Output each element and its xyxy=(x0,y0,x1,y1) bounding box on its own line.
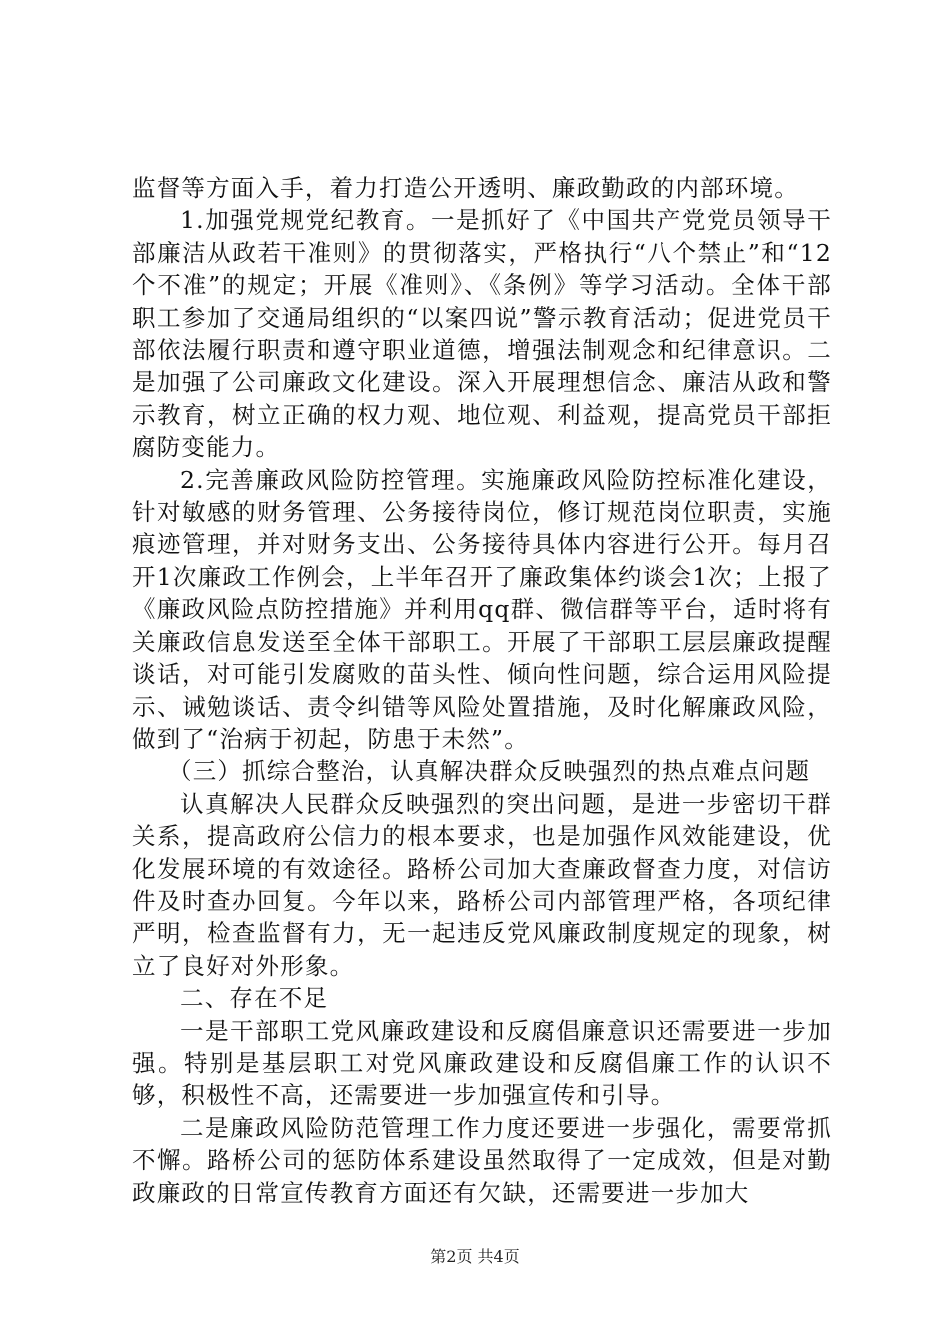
paragraph-party-discipline: 1.加强党规党纪教育。一是抓好了《中国共产党党员领导干部廉洁从政若干准则》的贯彻落实，严格执行“八个禁止”和“12个不准”的规定；开展《准则》、《条例》等学习活动。全体干部职工参加了交通局组织的“以案四说”警示教育活动；促进党员干部依法履行职责和遵守职业道德，增强法制观念和纪律意识。二是加强了公司廉政文化建设。深入开展理想信念、廉洁从政和警示教育，树立正确的权力观、地位观、利益观，提高党员干部拒腐防变能力。 xyxy=(132,206,832,462)
document-body xyxy=(132,172,832,1209)
paragraph-shortcoming-two: 二是廉政风险防范管理工作力度还要进一步强化，需要常抓不懈。路桥公司的惩防体系建设虽然取得了一定成效，但是对勤政廉政的日常宣传教育方面还有欠缺，还需要进一步加大 xyxy=(132,1113,832,1207)
paragraph-public-issues: 认真解决人民群众反映强烈的突出问题，是进一步密切干群关系，提高政府公信力的根本要求，也是加强作风效能建设，优化发展环境的有效途径。路桥公司加大查廉政督查力度，对信访件及时查办回复。今年以来，路桥公司内部管理严格，各项纪律严明，检查监督有力，无一起违反党风廉政制度规定的现象，树立了良好对外形象。 xyxy=(132,789,832,980)
section-heading-shortcomings: 二、存在不足 xyxy=(180,984,329,1013)
section-heading-comprehensive-rectification: （三）抓综合整治，认真解决群众反映强烈的热点难点问题 xyxy=(168,757,811,786)
paragraph-risk-control: 2.完善廉政风险防控管理。实施廉政风险防控标准化建设，针对敏感的财务管理、公务接待岗位，修订规范岗位职责，实施痕迹管理，并对财务支出、公务接待具体内容进行公开。每月召开1次廉政工作例会，上半年召开了廉政集体约谈会1次；上报了《廉政风险点防控措施》并利用qq群、微信群等平台，适时将有关廉政信息发送至全体干部职工。开展了干部职工层层廉政提醒谈话，对可能引发腐败的苗头性、倾向性问题，综合运用风险提示、诫勉谈话、责令纠错等风险处置措施，及时化解廉政风险，做到了“治病于初起，防患于未然”。 xyxy=(132,465,832,753)
paragraph-shortcoming-one: 一是干部职工党风廉政建设和反腐倡廉意识还需要进一步加强。特别是基层职工对党风廉政建设和反腐倡廉工作的认识不够，积极性不高，还需要进一步加强宣传和引导。 xyxy=(132,1016,832,1110)
page-footer: 第2页 共4页 xyxy=(430,1247,520,1266)
paragraph-continuation: 监督等方面入手，着力打造公开透明、廉政勤政的内部环境。 xyxy=(132,174,799,202)
